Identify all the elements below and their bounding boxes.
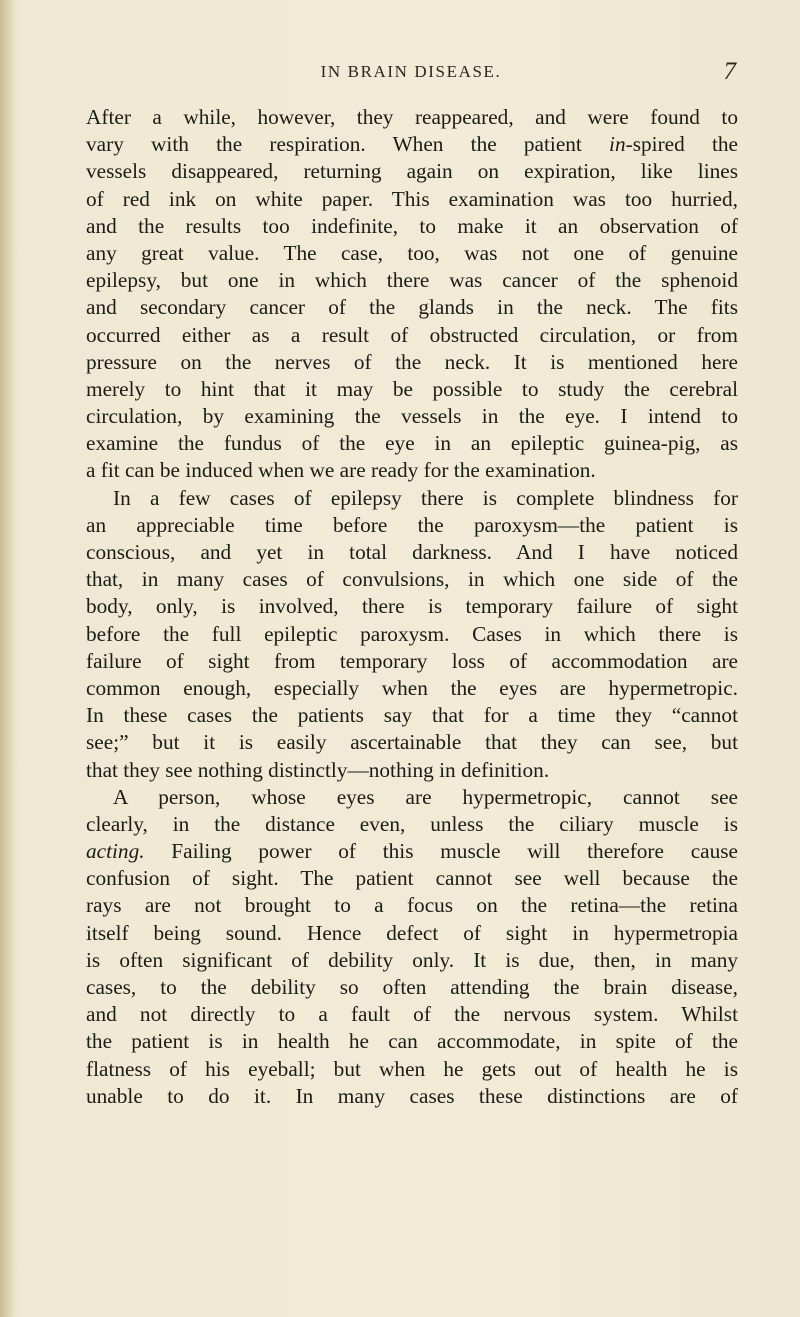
- text-line: confusion of sight. The patient cannot see well because the: [86, 866, 738, 891]
- text-line: and not directly to a fault of the nervous system. Whilst: [86, 1002, 738, 1027]
- text-line: failure of sight from temporary loss of accommodation are: [86, 648, 738, 673]
- text-line: circulation, by examining the vessels in the eye. I intend to: [86, 404, 738, 429]
- text-line: In a few cases of epilepsy there is complete blindness for: [113, 485, 738, 510]
- text-line: vessels disappeared, returning again on expiration, like lines: [86, 159, 738, 184]
- text-line: vary with the respiration. When the patient in-spired the: [86, 132, 738, 157]
- text-line: flatness of his eyeball; but when he gets out of health he is: [86, 1056, 738, 1081]
- text-line: before the full epileptic paroxysm. Cases in which there is: [86, 621, 738, 646]
- text-line: an appreciable time before the paroxysm—the patient is: [86, 512, 738, 537]
- text-line: cases, to the debility so often attending the brain disease,: [86, 975, 738, 999]
- text-line: unable to do it. In many cases these distinctions are of: [86, 1083, 738, 1108]
- text-line: see;” but it is easily ascertainable that they can see, but: [86, 730, 738, 755]
- text-line: After a while, however, they reappeared, and were found to: [86, 105, 738, 129]
- binding-gutter: [0, 0, 14, 1317]
- text-line: any great value. The case, too, was not one of genuine: [86, 240, 738, 265]
- text-line: acting. Failing power of this muscle will therefore cause: [86, 839, 738, 864]
- running-title: IN BRAIN DISEASE.: [320, 62, 502, 81]
- text-line: occurred either as a result of obstructed circulation, or from: [86, 322, 738, 347]
- text-line: a fit can be induced when we are ready for the examination.: [86, 458, 596, 483]
- text-line: common enough, especially when the eyes are hypermetropic.: [86, 675, 738, 700]
- text-line: that, in many cases of convulsions, in which one side of the: [86, 567, 738, 592]
- text-line: body, only, is involved, there is temporary failure of sight: [86, 594, 738, 619]
- body-text: [86, 104, 738, 1110]
- text-line: the patient is in health he can accommodate, in spite of the: [86, 1029, 738, 1054]
- text-line: conscious, and yet in total darkness. And I have noticed: [86, 540, 738, 564]
- text-line: that they see nothing distinctly—nothing in definition.: [86, 757, 550, 782]
- text-line: of red ink on white paper. This examination was too hurried,: [86, 186, 738, 211]
- text-line: clearly, in the distance even, unless the ciliary muscle is: [86, 811, 738, 836]
- text-line: examine the fundus of the eye in an epileptic guinea-pig, as: [86, 431, 738, 456]
- text-line: epilepsy, but one in which there was cancer of the sphenoid: [86, 268, 738, 293]
- text-line: A person, whose eyes are hypermetropic, cannot see: [113, 784, 738, 809]
- text-line: and secondary cancer of the glands in the neck. The fits: [86, 295, 738, 320]
- text-line: pressure on the nerves of the neck. It is mentioned here: [86, 349, 738, 374]
- text-line: rays are not brought to a focus on the retina—the retina: [86, 893, 738, 918]
- text-line: merely to hint that it may be possible to study the cerebral: [86, 376, 738, 401]
- text-line: is often significant of debility only. It is due, then, in many: [86, 947, 738, 972]
- running-head: [86, 60, 736, 88]
- text-line: In these cases the patients say that for a time they “cannot: [86, 703, 738, 728]
- text-line: itself being sound. Hence defect of sight in hypermetropia: [86, 920, 738, 945]
- text-line: and the results too indefinite, to make it an observation of: [86, 213, 738, 238]
- page-number: 7: [723, 58, 736, 85]
